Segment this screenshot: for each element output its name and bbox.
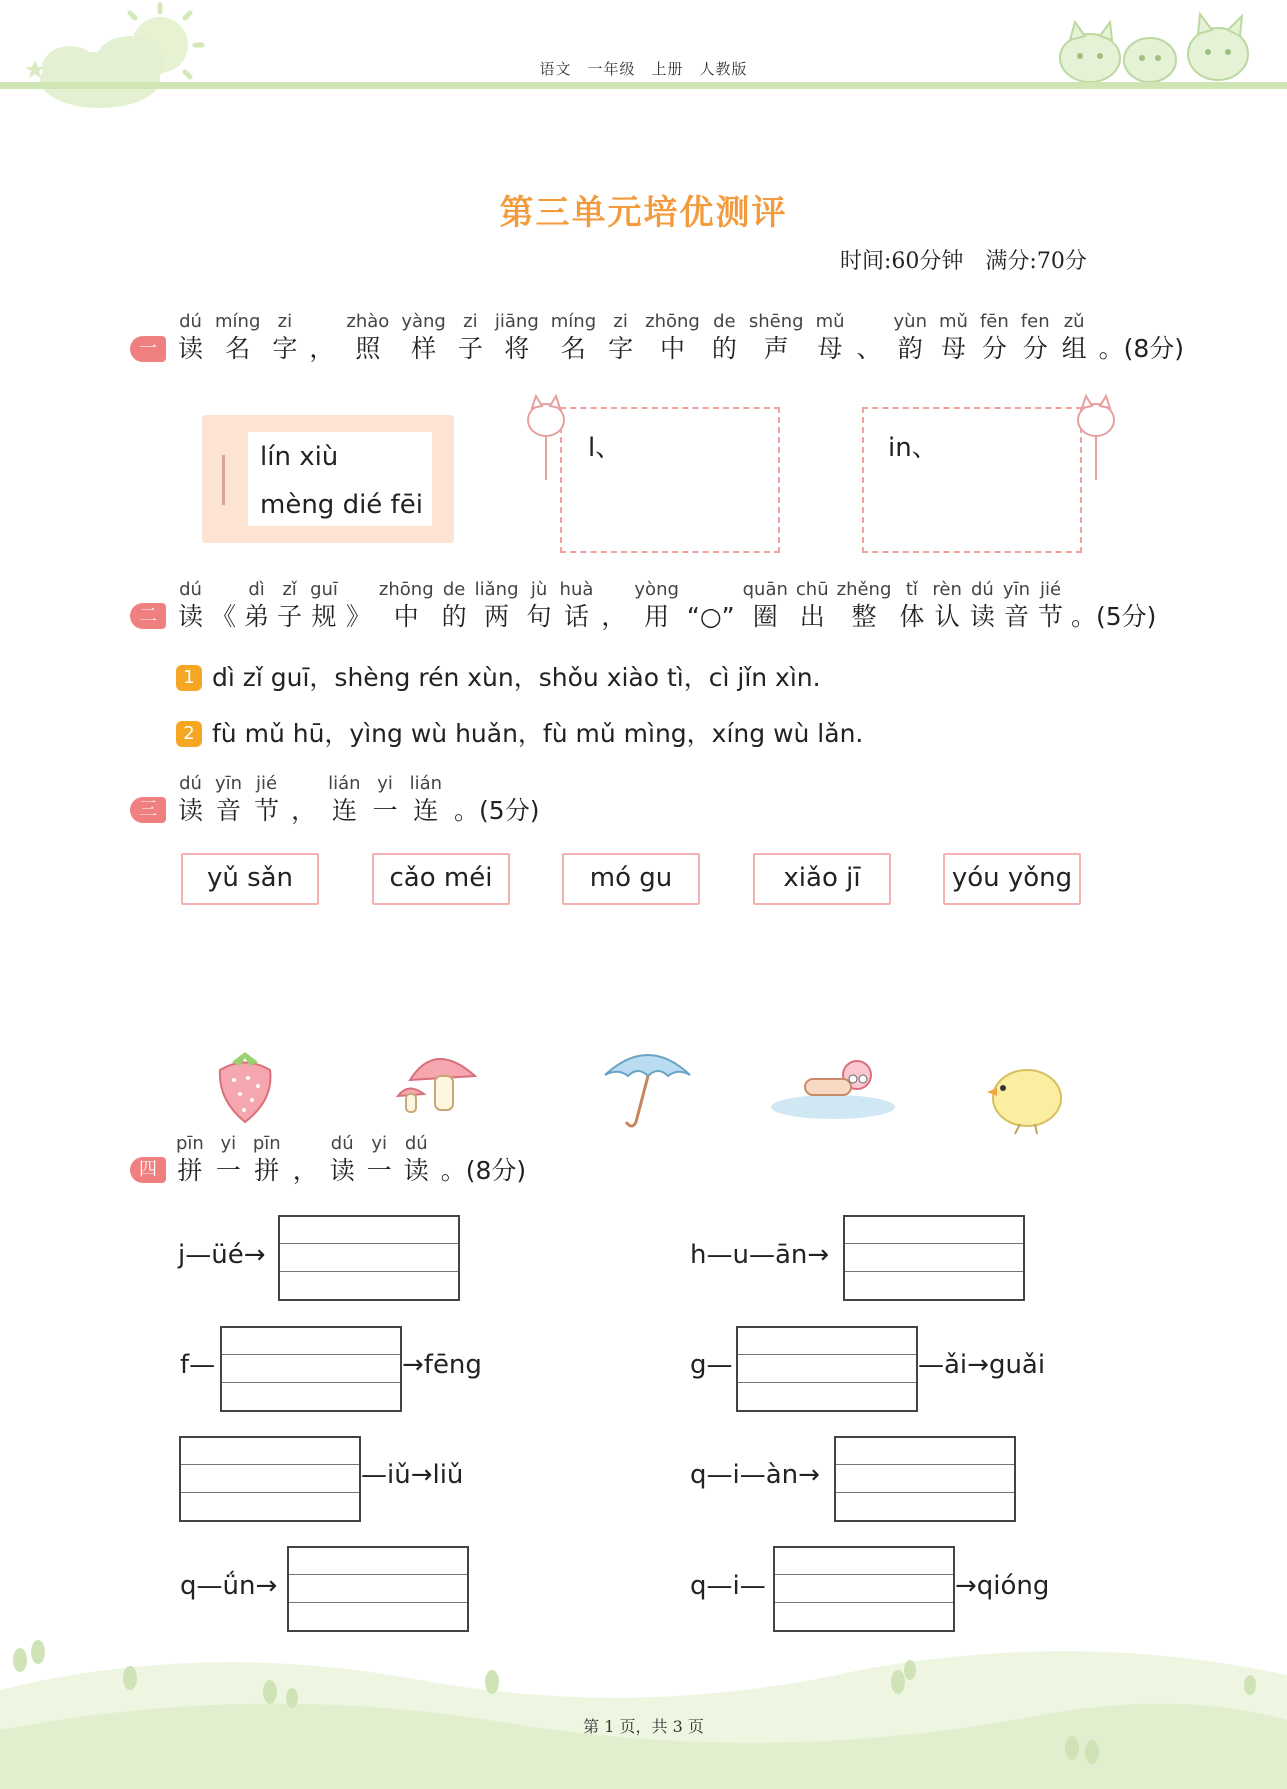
ruby-char — [291, 772, 316, 826]
section-badge-2: 二 — [130, 603, 166, 629]
ruby-char — [634, 578, 679, 632]
ruby-char — [211, 578, 236, 632]
cat-character-icon — [524, 392, 568, 482]
ruby-pinyin: dú — [330, 1133, 354, 1154]
ruby-char — [645, 310, 700, 364]
syllable-card-1[interactable]: yǔ sǎn — [181, 853, 319, 905]
ruby-char — [410, 772, 442, 826]
ruby-hanzi: 读 — [329, 1156, 355, 1185]
ruby-hanzi: 两 — [484, 602, 510, 631]
verse-line-2 — [176, 714, 863, 750]
spell-item-6-box[interactable] — [834, 1436, 1016, 1522]
section-badge-4: 四 — [130, 1157, 166, 1183]
ruby-hanzi: 圈 — [752, 602, 778, 631]
spell-item-3-prefix: f— — [180, 1350, 216, 1380]
ruby-char — [560, 578, 594, 632]
ruby-hanzi: 子 — [457, 334, 483, 363]
header-rule — [0, 82, 1287, 89]
ruby-pinyin: zi — [613, 311, 628, 332]
spell-item-6-prefix: q—i—àn→ — [690, 1460, 820, 1490]
strawberry-icon[interactable] — [210, 1050, 280, 1125]
ruby-hanzi: 照 — [355, 334, 381, 363]
ruby-hanzi: 母 — [817, 334, 843, 363]
ruby-char — [1062, 310, 1087, 364]
ruby-hanzi: 韵 — [897, 334, 923, 363]
ruby-pinyin: zi — [463, 311, 478, 332]
ruby-char — [178, 310, 203, 364]
ruby-hanzi: 读 — [178, 796, 204, 825]
ruby-pinyin: jié — [256, 773, 278, 794]
ruby-hanzi: 》 — [345, 602, 371, 631]
ruby-hanzi: 读 — [403, 1156, 429, 1185]
ruby-pinyin: zhōng — [645, 311, 700, 332]
umbrella-icon[interactable] — [600, 1040, 695, 1130]
section-2-heading — [178, 578, 1156, 632]
ruby-hanzi: 的 — [441, 602, 467, 631]
ruby-hanzi: 话 — [563, 602, 589, 631]
ruby-hanzi: 读 — [969, 602, 995, 631]
ruby-pinyin: shēng — [748, 311, 804, 332]
ruby-hanzi: 将 — [504, 334, 530, 363]
spell-item-4-prefix: g— — [690, 1350, 733, 1380]
ruby-char — [816, 310, 845, 364]
spell-item-8-prefix: q—i— — [690, 1571, 766, 1601]
ruby-pinyin: lián — [328, 773, 361, 794]
ruby-char — [527, 578, 552, 632]
ruby-char — [330, 1132, 355, 1186]
ruby-hanzi: 节 — [254, 796, 280, 825]
ruby-hanzi: 出 — [799, 602, 825, 631]
ruby-char — [551, 310, 596, 364]
ruby-pinyin: zǔ — [1063, 311, 1085, 332]
ruby-hanzi: 中 — [393, 602, 419, 631]
ruby-hanzi: 《 — [211, 602, 237, 631]
ruby-char — [253, 1132, 281, 1186]
ruby-hanzi: 声 — [763, 334, 789, 363]
ruby-pinyin: rèn — [932, 579, 962, 600]
ruby-hanzi: 、 — [856, 334, 882, 363]
swimming-child-icon[interactable] — [765, 1055, 900, 1125]
ruby-pinyin: guī — [310, 579, 338, 600]
ruby-hanzi: 音 — [216, 796, 242, 825]
section-1-heading — [178, 310, 1184, 364]
initials-box-label: l、 — [588, 433, 622, 463]
ruby-char — [176, 1132, 204, 1186]
spell-item-5-box[interactable] — [179, 1436, 361, 1522]
chick-icon[interactable] — [975, 1060, 1075, 1135]
spell-item-1-box[interactable] — [278, 1215, 460, 1301]
ruby-char — [1003, 578, 1030, 632]
ruby-pinyin: yīn — [1002, 579, 1030, 600]
ruby-hanzi: ， — [292, 1156, 318, 1185]
ruby-char — [178, 772, 203, 826]
ruby-pinyin: de — [442, 579, 466, 600]
ruby-char — [244, 578, 269, 632]
ruby-pinyin: yòng — [634, 579, 679, 600]
name-line-1: lín xiù — [260, 442, 339, 472]
ruby-hanzi: 的 — [711, 334, 737, 363]
ruby-hanzi: 子 — [277, 602, 303, 631]
binder-clip-icon — [222, 455, 225, 505]
ruby-pinyin: yàng — [401, 311, 446, 332]
ruby-pinyin: yīn — [215, 773, 243, 794]
ruby-pinyin: zhōng — [378, 579, 434, 600]
spell-item-1-prefix: j—üé→ — [178, 1240, 266, 1270]
ruby-hanzi: 认 — [934, 602, 960, 631]
ruby-char — [899, 578, 924, 632]
ruby-hanzi: 连 — [331, 796, 357, 825]
syllable-card-3[interactable]: mó gu — [562, 853, 700, 905]
ruby-char — [328, 772, 360, 826]
ruby-pinyin: mǔ — [815, 311, 845, 332]
ruby-hanzi: 一 — [215, 1156, 241, 1185]
ruby-hanzi: 中 — [659, 334, 685, 363]
ruby-char — [970, 578, 995, 632]
section-score: 。(5分) — [1071, 602, 1157, 631]
ruby-hanzi: 用 — [644, 602, 670, 631]
ruby-pinyin: míng — [215, 311, 261, 332]
ruby-hanzi: ， — [309, 334, 335, 363]
ruby-char — [894, 310, 927, 364]
ruby-char — [277, 578, 302, 632]
verse-line-1 — [176, 658, 821, 694]
ruby-pinyin: dú — [179, 311, 202, 332]
ruby-pinyin: yi — [377, 773, 393, 794]
ruby-pinyin: zǐ — [282, 579, 297, 600]
ruby-pinyin: quān — [742, 579, 788, 600]
ruby-hanzi: 样 — [411, 334, 437, 363]
ruby-hanzi: 读 — [178, 602, 204, 631]
verse-text-1[interactable]: dì zǐ guī，shèng rén xùn，shǒu xiào tì，cì jǐn xìn. — [212, 663, 821, 692]
ruby-char — [178, 578, 203, 632]
number-badge-2: 2 — [176, 721, 202, 747]
ruby-char — [346, 578, 371, 632]
ruby-char — [939, 310, 968, 364]
spell-item-8-box[interactable] — [773, 1546, 955, 1632]
section-3-heading — [178, 772, 539, 826]
ruby-char — [293, 1132, 318, 1186]
ruby-pinyin: huà — [559, 579, 594, 600]
ruby-pinyin: yi — [371, 1133, 388, 1154]
ruby-pinyin: jiāng — [494, 311, 539, 332]
ruby-hanzi: 母 — [940, 334, 966, 363]
spell-item-2-box[interactable] — [843, 1215, 1025, 1301]
ruby-hanzi: 音 — [1003, 602, 1029, 631]
section-badge-1: 一 — [130, 336, 166, 362]
ruby-char — [404, 1132, 429, 1186]
ruby-pinyin: míng — [550, 311, 597, 332]
ruby-char — [796, 578, 829, 632]
section-4-heading — [176, 1132, 526, 1186]
ruby-hanzi: 一 — [372, 796, 398, 825]
spell-item-3-box[interactable] — [220, 1326, 402, 1412]
ruby-char — [932, 578, 962, 632]
ruby-pinyin: de — [713, 311, 736, 332]
ruby-char — [254, 772, 279, 826]
spell-item-4-box[interactable] — [736, 1326, 918, 1412]
spell-item-4-suffix: —ǎi→guǎi — [918, 1350, 1046, 1380]
ruby-pinyin: zi — [277, 311, 293, 332]
ruby-pinyin: liǎng — [474, 579, 519, 600]
ruby-pinyin: dú — [179, 579, 202, 600]
ruby-hanzi: ， — [291, 796, 317, 825]
ruby-char — [1021, 310, 1050, 364]
ruby-char — [458, 310, 483, 364]
section-badge-3: 三 — [130, 797, 166, 823]
ruby-char — [215, 772, 242, 826]
spell-item-3-suffix: →fēng — [402, 1350, 482, 1380]
ruby-char — [743, 578, 788, 632]
ruby-char — [1038, 578, 1063, 632]
cat-character-icon — [1074, 392, 1118, 482]
ruby-hanzi: 名 — [225, 334, 251, 363]
spell-item-2-prefix: h—u—ān→ — [690, 1240, 830, 1270]
hills-background — [0, 1630, 1287, 1789]
page-title: 第三单元培优测评 — [499, 193, 788, 233]
ruby-char — [272, 310, 297, 364]
ruby-char — [216, 1132, 241, 1186]
ruby-pinyin: dú — [970, 579, 994, 600]
ruby-hanzi: 整 — [851, 602, 877, 631]
ruby-hanzi: 弟 — [244, 602, 270, 631]
ruby-hanzi: 字 — [608, 334, 634, 363]
ruby-pinyin: pīn — [252, 1133, 281, 1154]
ruby-pinyin: yùn — [893, 311, 927, 332]
spell-item-7-prefix: q—ǘn→ — [180, 1571, 278, 1601]
ruby-char — [837, 578, 892, 632]
ruby-hanzi: 体 — [899, 602, 925, 631]
ruby-char — [749, 310, 804, 364]
ruby-hanzi: 读 — [178, 334, 204, 363]
ruby-char — [857, 310, 882, 364]
ruby-char — [608, 310, 633, 364]
ruby-pinyin: jié — [1039, 579, 1062, 600]
ruby-pinyin: yi — [220, 1133, 237, 1154]
name-card-inner — [248, 432, 432, 526]
ruby-char — [475, 578, 519, 632]
ruby-hanzi: 一 — [366, 1156, 392, 1185]
page-number: 第 1 页，共 3 页 — [583, 1717, 704, 1736]
ruby-pinyin: pīn — [176, 1133, 204, 1154]
ruby-pinyin: tǐ — [905, 579, 918, 600]
initials-answer-box[interactable] — [560, 407, 780, 553]
finals-box-label: in、 — [888, 433, 938, 463]
mushroom-icon[interactable] — [390, 1040, 490, 1120]
ruby-char — [601, 578, 626, 632]
ruby-hanzi: ， — [601, 602, 627, 631]
ruby-pinyin: zhěng — [836, 579, 892, 600]
ruby-hanzi: 拼 — [177, 1156, 203, 1185]
ruby-char — [215, 310, 260, 364]
ruby-hanzi: 连 — [413, 796, 439, 825]
ruby-pinyin: fen — [1020, 311, 1050, 332]
spell-item-8-suffix: →qióng — [955, 1571, 1050, 1601]
header-text: 语文 一年级 上册 人教版 — [539, 60, 748, 78]
ruby-hanzi: 分 — [1022, 334, 1048, 363]
ruby-hanzi: 名 — [560, 334, 586, 363]
ruby-pinyin: lián — [409, 773, 443, 794]
syllable-card-2[interactable]: cǎo méi — [372, 853, 510, 905]
ruby-char — [687, 578, 735, 632]
ruby-hanzi: 拼 — [254, 1156, 280, 1185]
section-score: 。(8分) — [1098, 334, 1185, 363]
ruby-hanzi: 句 — [526, 602, 552, 631]
time-info: 时间:60分钟 满分:70分 — [840, 249, 1087, 274]
ruby-pinyin: mǔ — [939, 311, 968, 332]
spell-item-5-suffix: —iǔ→liǔ — [361, 1460, 464, 1490]
ruby-pinyin: fēn — [979, 311, 1009, 332]
ruby-char — [495, 310, 539, 364]
ruby-pinyin: dì — [248, 579, 265, 600]
ruby-pinyin: zhào — [346, 311, 390, 332]
ruby-char — [379, 578, 434, 632]
ruby-char — [401, 310, 446, 364]
ruby-char — [442, 578, 467, 632]
ruby-char — [712, 310, 737, 364]
ruby-char — [310, 578, 338, 632]
ruby-pinyin: chū — [795, 579, 829, 600]
section-score: 。(8分) — [440, 1156, 527, 1185]
ruby-hanzi: 节 — [1037, 602, 1063, 631]
number-badge-1: 1 — [176, 665, 202, 691]
name-card — [202, 415, 454, 543]
syllable-card-5[interactable]: yóu yǒng — [943, 853, 1081, 905]
ruby-hanzi: 字 — [272, 334, 298, 363]
section-score: 。(5分) — [454, 796, 540, 825]
ruby-char — [309, 310, 334, 364]
ruby-hanzi: “○” — [686, 602, 735, 631]
finals-answer-box[interactable] — [862, 407, 1082, 553]
name-line-2: mèng dié fēi — [260, 490, 423, 520]
ruby-pinyin: dú — [404, 1133, 428, 1154]
ruby-char — [367, 1132, 392, 1186]
ruby-hanzi: 规 — [311, 602, 337, 631]
ruby-hanzi: 组 — [1061, 334, 1087, 363]
syllable-card-4[interactable]: xiǎo jī — [753, 853, 891, 905]
ruby-hanzi: 分 — [981, 334, 1007, 363]
ruby-pinyin: jù — [530, 579, 548, 600]
verse-text-2[interactable]: fù mǔ hū，yìng wù huǎn，fù mǔ mìng，xíng wù lǎn. — [212, 719, 864, 748]
ruby-char — [346, 310, 389, 364]
spell-item-7-box[interactable] — [287, 1546, 469, 1632]
ruby-char — [373, 772, 398, 826]
ruby-char — [980, 310, 1009, 364]
ruby-pinyin: dú — [179, 773, 202, 794]
